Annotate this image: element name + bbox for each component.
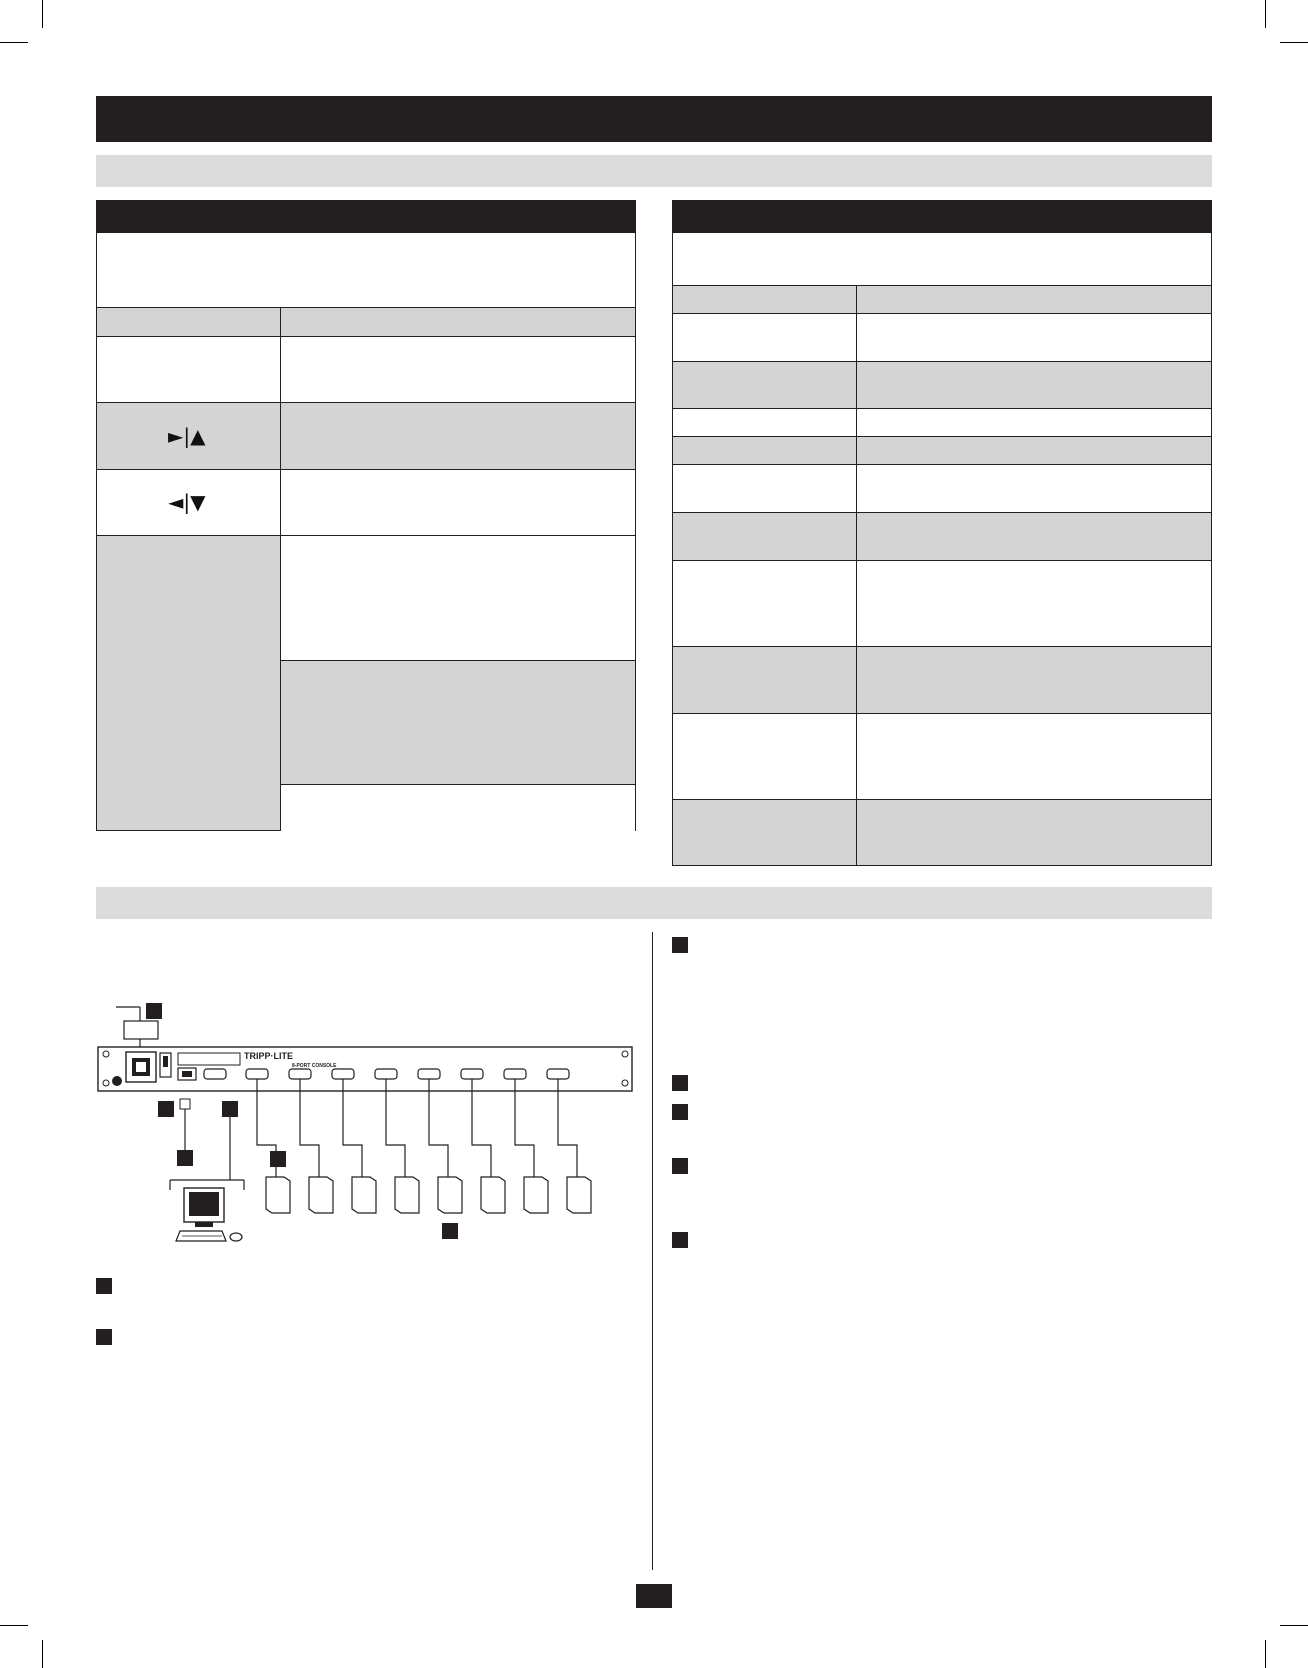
callout-marker — [96, 1278, 112, 1294]
callout-marker — [672, 1232, 688, 1248]
page-title-bar — [96, 96, 1212, 142]
table-row — [673, 436, 1211, 464]
table-row — [673, 464, 1211, 512]
crop-mark — [1280, 1625, 1308, 1626]
ethernet-port-icon — [178, 1068, 196, 1080]
table-row — [673, 799, 1211, 865]
page-number-box — [636, 1584, 672, 1608]
power-inlet-icon — [126, 1052, 156, 1082]
server-connections — [257, 1079, 577, 1177]
crop-mark — [0, 1625, 28, 1626]
table-row — [97, 336, 635, 402]
callout-marker — [672, 1104, 688, 1120]
table-row — [673, 646, 1211, 713]
divider — [281, 660, 635, 661]
table-row — [673, 713, 1211, 799]
keys-table — [96, 200, 636, 831]
crop-mark — [1265, 1640, 1266, 1668]
table-row-group — [97, 535, 635, 830]
column-divider — [856, 285, 857, 865]
server-icon — [266, 1177, 591, 1213]
power-switch-icon — [160, 1053, 171, 1077]
column-divider — [280, 307, 281, 830]
table-header — [673, 201, 1211, 233]
table-column-header — [673, 285, 1211, 313]
ground-icon — [112, 1076, 122, 1086]
product-label: 8-PORT CONSOLE — [292, 1063, 337, 1069]
vga-port-icon — [204, 1069, 226, 1079]
callout-marker — [672, 1158, 688, 1174]
functions-table — [672, 200, 1212, 866]
table-row — [673, 313, 1211, 361]
brand-logo: TRIPP·LITE — [244, 1051, 293, 1061]
left-down-arrow-icon: ◄|▼ — [168, 490, 206, 514]
table-row — [673, 560, 1211, 646]
table-header — [97, 201, 635, 233]
crop-mark — [0, 42, 28, 43]
monitor-icon — [184, 1188, 224, 1227]
table-cell — [281, 536, 635, 660]
mouse-icon — [230, 1233, 242, 1241]
crop-mark — [42, 0, 43, 28]
table-row — [673, 408, 1211, 436]
section-band — [96, 887, 1212, 919]
table-row — [673, 361, 1211, 408]
rear-panel-diagram — [96, 995, 636, 1255]
table-intro-row — [673, 233, 1211, 285]
table-row — [97, 402, 635, 469]
rear-panel — [98, 1047, 632, 1091]
callout-marker — [672, 937, 688, 953]
column-divider — [652, 932, 653, 1570]
table-intro-row — [97, 233, 635, 307]
crop-mark — [1280, 42, 1308, 43]
power-cord-callout — [116, 1003, 162, 1047]
crop-mark — [42, 1640, 43, 1668]
crop-mark — [1265, 0, 1266, 28]
right-up-arrow-icon: ►|▲ — [168, 424, 206, 448]
table-row — [97, 469, 635, 535]
callout-marker — [96, 1329, 112, 1345]
keyboard-icon — [176, 1231, 226, 1241]
table-cell — [281, 785, 635, 831]
table-row — [673, 512, 1211, 560]
callout-marker — [672, 1075, 688, 1091]
table-column-header — [97, 307, 635, 336]
section-band — [96, 155, 1212, 187]
